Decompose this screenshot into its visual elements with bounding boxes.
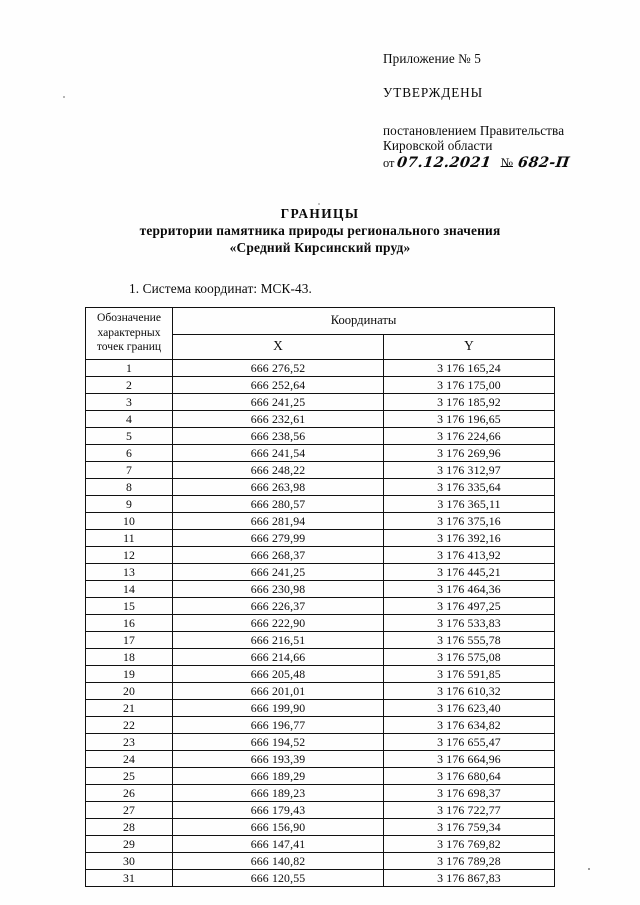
cell-coordinate-y: 3 176 445,21 xyxy=(384,564,555,581)
table-row xyxy=(86,751,555,768)
cell-point-number: 6 xyxy=(86,445,173,462)
cell-coordinate-y: 3 176 555,78 xyxy=(384,632,555,649)
cell-point-number: 9 xyxy=(86,496,173,513)
cell-coordinate-y: 3 176 185,92 xyxy=(384,394,555,411)
scan-artifact-speck xyxy=(63,96,65,98)
cell-point-number: 12 xyxy=(86,547,173,564)
cell-point-number: 5 xyxy=(86,428,173,445)
cell-coordinate-x: 666 201,01 xyxy=(173,683,384,700)
cell-coordinate-x: 666 230,98 xyxy=(173,581,384,598)
resolution-date-row xyxy=(383,153,623,171)
cell-point-number: 15 xyxy=(86,598,173,615)
table-row xyxy=(86,768,555,785)
column-header-point-designation: Обозначение характерных точек границ xyxy=(86,308,173,360)
cell-coordinate-x: 666 194,52 xyxy=(173,734,384,751)
table-row xyxy=(86,479,555,496)
scan-artifact-speck xyxy=(318,203,320,205)
cell-coordinate-x: 666 222,90 xyxy=(173,615,384,632)
cell-coordinate-x: 666 189,29 xyxy=(173,768,384,785)
number-symbol-label: № xyxy=(500,154,513,170)
table-body xyxy=(86,360,555,887)
table-row xyxy=(86,836,555,853)
cell-coordinate-x: 666 120,55 xyxy=(173,870,384,887)
table-row xyxy=(86,598,555,615)
table-header-row-1 xyxy=(86,308,555,335)
table-row xyxy=(86,530,555,547)
cell-coordinate-y: 3 176 610,32 xyxy=(384,683,555,700)
cell-point-number: 16 xyxy=(86,615,173,632)
column-header-x: X xyxy=(173,334,384,360)
cell-coordinate-y: 3 176 224,66 xyxy=(384,428,555,445)
cell-coordinate-y: 3 176 591,85 xyxy=(384,666,555,683)
cell-coordinate-y: 3 176 312,97 xyxy=(384,462,555,479)
cell-coordinate-x: 666 241,54 xyxy=(173,445,384,462)
title-subtitle-line-1: территории памятника природы регионального значения xyxy=(139,222,501,238)
cell-point-number: 30 xyxy=(86,853,173,870)
coordinates-table xyxy=(85,307,555,887)
cell-coordinate-x: 666 147,41 xyxy=(173,836,384,853)
page-title: ГРАНИЦЫ xyxy=(280,206,360,221)
cell-point-number: 8 xyxy=(86,479,173,496)
cell-coordinate-x: 666 263,98 xyxy=(173,479,384,496)
cell-coordinate-x: 666 205,48 xyxy=(173,666,384,683)
cell-coordinate-x: 666 216,51 xyxy=(173,632,384,649)
cell-point-number: 7 xyxy=(86,462,173,479)
table-row xyxy=(86,700,555,717)
cell-point-number: 13 xyxy=(86,564,173,581)
cell-coordinate-x: 666 199,90 xyxy=(173,700,384,717)
table-row xyxy=(86,564,555,581)
date-prefix-label: от xyxy=(383,155,395,170)
table-row xyxy=(86,649,555,666)
cell-coordinate-x: 666 279,99 xyxy=(173,530,384,547)
cell-point-number: 1 xyxy=(86,360,173,377)
cell-point-number: 26 xyxy=(86,785,173,802)
cell-coordinate-y: 3 176 698,37 xyxy=(384,785,555,802)
table-row xyxy=(86,615,555,632)
table-row xyxy=(86,802,555,819)
cell-coordinate-x: 666 232,61 xyxy=(173,411,384,428)
cell-point-number: 17 xyxy=(86,632,173,649)
appendix-number: Приложение № 5 xyxy=(383,51,481,66)
cell-coordinate-y: 3 176 269,96 xyxy=(384,445,555,462)
table-row xyxy=(86,734,555,751)
cell-point-number: 2 xyxy=(86,377,173,394)
cell-coordinate-y: 3 176 664,96 xyxy=(384,751,555,768)
cell-coordinate-y: 3 176 634,82 xyxy=(384,717,555,734)
cell-coordinate-y: 3 176 575,08 xyxy=(384,649,555,666)
table-row xyxy=(86,717,555,734)
table-row xyxy=(86,513,555,530)
cell-coordinate-x: 666 214,66 xyxy=(173,649,384,666)
cell-coordinate-x: 666 226,37 xyxy=(173,598,384,615)
table-row xyxy=(86,853,555,870)
cell-coordinate-x: 666 179,43 xyxy=(173,802,384,819)
cell-coordinate-x: 666 196,77 xyxy=(173,717,384,734)
cell-coordinate-y: 3 176 375,16 xyxy=(384,513,555,530)
table-row xyxy=(86,394,555,411)
cell-coordinate-y: 3 176 533,83 xyxy=(384,615,555,632)
cell-coordinate-y: 3 176 789,28 xyxy=(384,853,555,870)
cell-coordinate-y: 3 176 175,00 xyxy=(384,377,555,394)
cell-point-number: 14 xyxy=(86,581,173,598)
cell-coordinate-x: 666 241,25 xyxy=(173,394,384,411)
cell-point-number: 21 xyxy=(86,700,173,717)
cell-point-number: 18 xyxy=(86,649,173,666)
table-row xyxy=(86,360,555,377)
cell-coordinate-x: 666 276,52 xyxy=(173,360,384,377)
handwritten-resolution-number: 682-П xyxy=(517,153,571,171)
table-row xyxy=(86,785,555,802)
cell-coordinate-y: 3 176 335,64 xyxy=(384,479,555,496)
cell-coordinate-y: 3 176 759,34 xyxy=(384,819,555,836)
handwritten-date-value: 07.12.2021 xyxy=(396,153,493,171)
cell-coordinate-x: 666 280,57 xyxy=(173,496,384,513)
cell-coordinate-y: 3 176 497,25 xyxy=(384,598,555,615)
column-header-y: Y xyxy=(384,334,555,360)
cell-point-number: 4 xyxy=(86,411,173,428)
table-row xyxy=(86,428,555,445)
cell-coordinate-x: 666 189,23 xyxy=(173,785,384,802)
cell-coordinate-y: 3 176 722,77 xyxy=(384,802,555,819)
table-row xyxy=(86,666,555,683)
cell-coordinate-y: 3 176 413,92 xyxy=(384,547,555,564)
table-row xyxy=(86,819,555,836)
cell-coordinate-y: 3 176 623,40 xyxy=(384,700,555,717)
cell-coordinate-x: 666 238,56 xyxy=(173,428,384,445)
column-header-coordinates: Координаты xyxy=(173,308,555,335)
table-header xyxy=(86,308,555,360)
resolution-authority-line-1: постановлением Правительства xyxy=(383,122,565,138)
table-row xyxy=(86,547,555,564)
title-subtitle-line-2: «Средний Кирсинский пруд» xyxy=(229,239,411,255)
cell-coordinate-y: 3 176 392,16 xyxy=(384,530,555,547)
table-row xyxy=(86,411,555,428)
cell-point-number: 11 xyxy=(86,530,173,547)
cell-point-number: 22 xyxy=(86,717,173,734)
cell-coordinate-y: 3 176 365,11 xyxy=(384,496,555,513)
approved-heading: УТВЕРЖДЕНЫ xyxy=(383,85,484,101)
cell-point-number: 19 xyxy=(86,666,173,683)
cell-coordinate-x: 666 252,64 xyxy=(173,377,384,394)
table-row xyxy=(86,445,555,462)
cell-coordinate-x: 666 241,25 xyxy=(173,564,384,581)
table-row xyxy=(86,632,555,649)
cell-point-number: 28 xyxy=(86,819,173,836)
cell-coordinate-x: 666 156,90 xyxy=(173,819,384,836)
scan-artifact-speck xyxy=(588,868,590,870)
cell-point-number: 25 xyxy=(86,768,173,785)
cell-coordinate-x: 666 281,94 xyxy=(173,513,384,530)
cell-coordinate-y: 3 176 680,64 xyxy=(384,768,555,785)
cell-coordinate-y: 3 176 464,36 xyxy=(384,581,555,598)
cell-point-number: 23 xyxy=(86,734,173,751)
table-row xyxy=(86,581,555,598)
cell-coordinate-x: 666 140,82 xyxy=(173,853,384,870)
cell-point-number: 27 xyxy=(86,802,173,819)
cell-point-number: 3 xyxy=(86,394,173,411)
cell-coordinate-y: 3 176 196,65 xyxy=(384,411,555,428)
cell-coordinate-y: 3 176 655,47 xyxy=(384,734,555,751)
table-row xyxy=(86,683,555,700)
table-row xyxy=(86,496,555,513)
cell-coordinate-y: 3 176 769,82 xyxy=(384,836,555,853)
cell-point-number: 31 xyxy=(86,870,173,887)
table-row xyxy=(86,377,555,394)
coordinate-system-statement: 1. Система координат: МСК-43. xyxy=(129,281,312,296)
resolution-authority-line-2: Кировской области xyxy=(383,138,493,154)
table-row xyxy=(86,870,555,887)
cell-point-number: 10 xyxy=(86,513,173,530)
cell-coordinate-x: 666 248,22 xyxy=(173,462,384,479)
approval-header-block xyxy=(383,52,623,171)
cell-point-number: 29 xyxy=(86,836,173,853)
cell-coordinate-y: 3 176 165,24 xyxy=(384,360,555,377)
cell-coordinate-x: 666 193,39 xyxy=(173,751,384,768)
cell-coordinate-x: 666 268,37 xyxy=(173,547,384,564)
cell-coordinate-y: 3 176 867,83 xyxy=(384,870,555,887)
table-row xyxy=(86,462,555,479)
cell-point-number: 20 xyxy=(86,683,173,700)
cell-point-number: 24 xyxy=(86,751,173,768)
document-title-block xyxy=(0,206,640,257)
